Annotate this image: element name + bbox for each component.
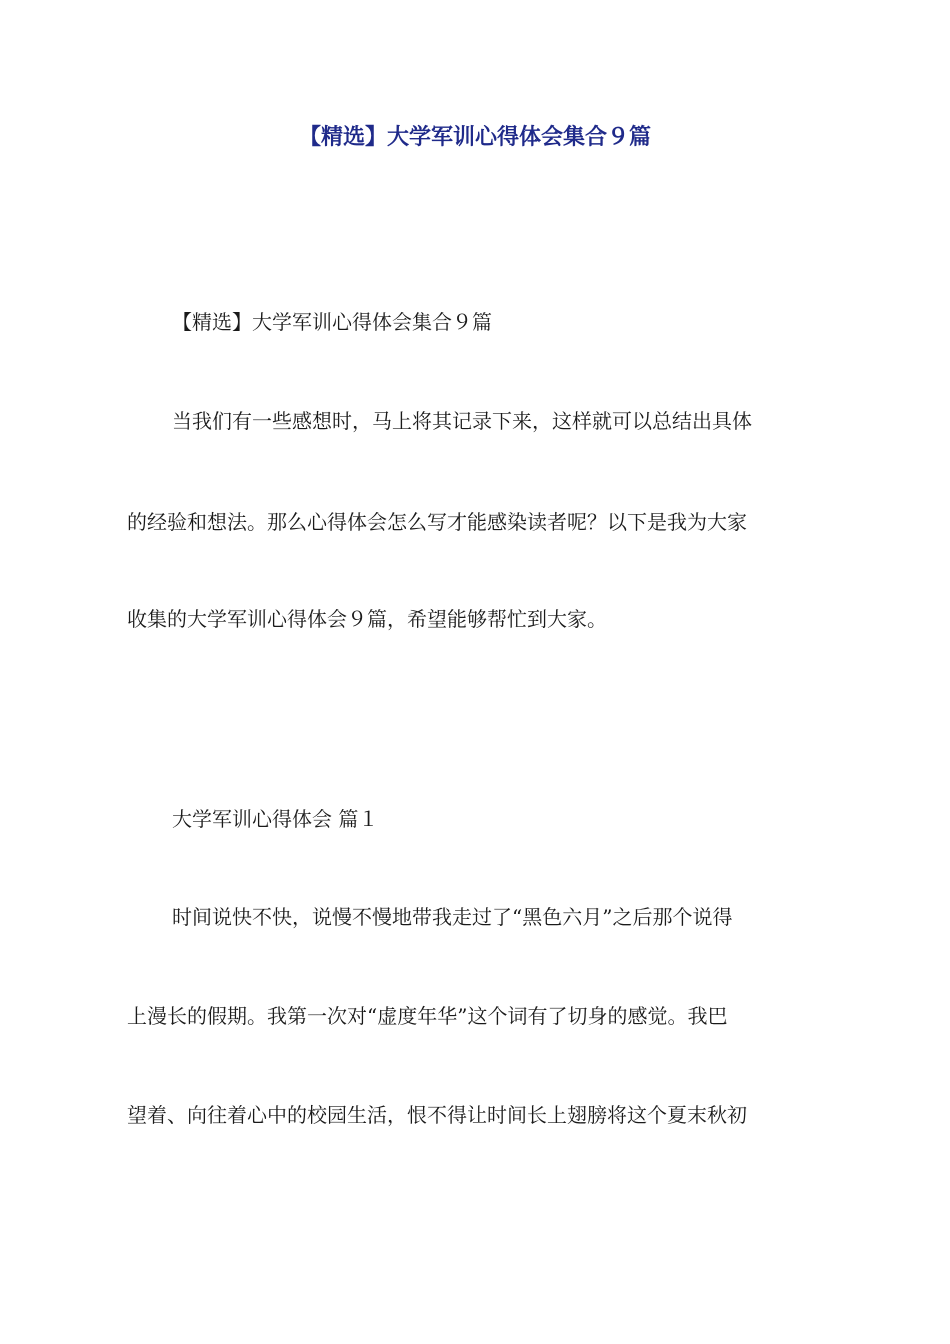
section-body-line-2: 上漫长的假期。我第一次对“虚度年华”这个词有了切身的感觉。我巴 <box>127 1004 728 1028</box>
intro-line-1: 当我们有一些感想时，马上将其记录下来，这样就可以总结出具体 <box>172 409 752 433</box>
document-subtitle: 【精选】大学军训心得体会集合９篇 <box>172 310 492 334</box>
section-body-line-1: 时间说快不快，说慢不慢地带我走过了“黑色六月”之后那个说得 <box>172 905 733 929</box>
document-title: 【精选】大学军训心得体会集合９篇 <box>298 125 651 150</box>
intro-line-3: 收集的大学军训心得体会９篇，希望能够帮忙到大家。 <box>127 607 607 631</box>
section-body-line-3: 望着、向往着心中的校园生活，恨不得让时间长上翅膀将这个夏末秋初 <box>127 1103 747 1127</box>
intro-line-2: 的经验和想法。那么心得体会怎么写才能感染读者呢？以下是我为大家 <box>127 510 747 534</box>
section-heading: 大学军训心得体会 篇１ <box>172 807 379 831</box>
